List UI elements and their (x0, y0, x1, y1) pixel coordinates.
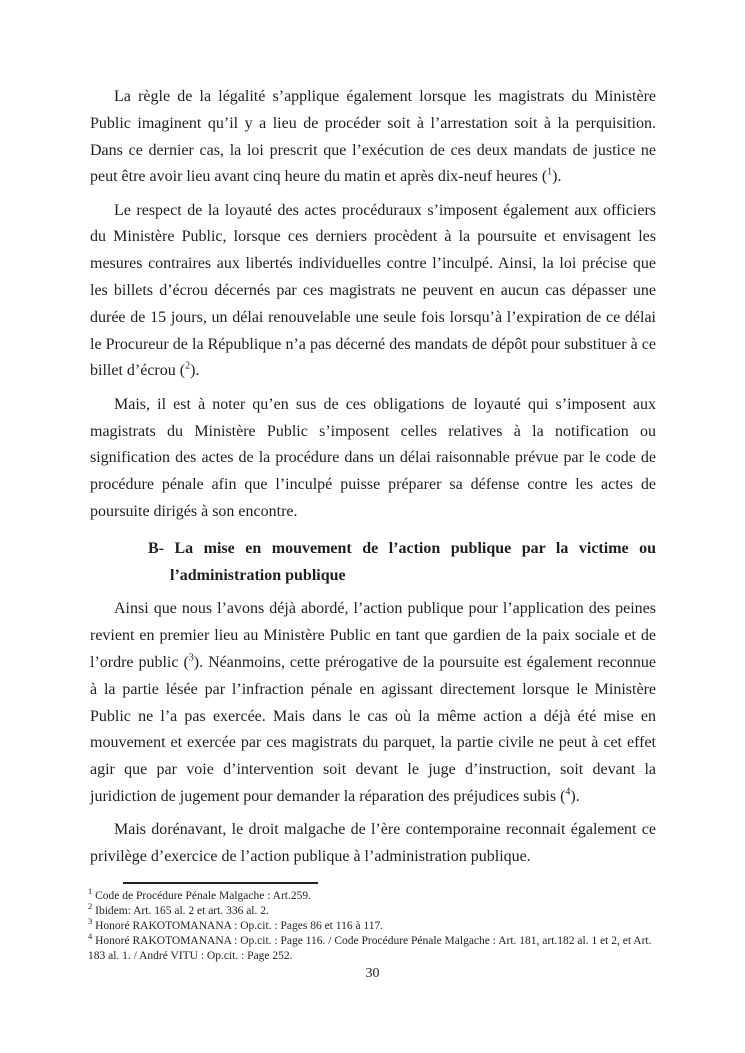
paragraph-4 (90, 596, 656, 810)
footnote-3-text: Honoré RAKOTOMANANA : Op.cit. : Pages 86 et 116 à 117. (95, 920, 384, 932)
paragraph-1 (90, 84, 656, 191)
paragraph-2-end: ). (190, 362, 200, 380)
section-heading-b (90, 536, 656, 590)
paragraph-1-text: La règle de la légalité s’applique également lorsque les magistrats du Ministère Public imaginent qu’il y a lieu de procéder soit à l’arrestation soit à la perquisition. Dans ce dernier cas, la loi prescrit que l’exécution de ces deux mandats de justice ne peut être avoir lieu avant cinq heure du matin et après dix-neuf heures ( (90, 88, 656, 186)
page-content (90, 84, 656, 877)
footnotes-section (88, 882, 658, 964)
footnote-ref-1: 1 (547, 167, 553, 179)
footnote-4 (88, 931, 658, 964)
section-heading-text: La mise en mouvement de l’action publique par la victime ou l’administration publique (170, 539, 657, 584)
section-heading-label: B- (148, 539, 164, 557)
footnote-ref-4: 4 (565, 786, 571, 798)
footnote-3-marker: 3 (88, 916, 93, 927)
paragraph-2 (90, 198, 656, 386)
footnote-2-text: Ibidem: Art. 165 al. 2 et art. 336 al. 2. (95, 905, 269, 917)
footnote-ref-3: 3 (188, 652, 194, 664)
paragraph-5-text: Mais dorénavant, le droit malgache de l’ère contemporaine reconnait également ce privilège d’exercice de l’action publique à l’administration publique. (90, 821, 656, 866)
footnote-3 (88, 916, 658, 934)
footnote-1-marker: 1 (88, 886, 93, 897)
footnote-4-text: Honoré RAKOTOMANANA : Op.cit. : Page 116. / Code Procédure Pénale Malgache : Art. 181, art.182 al. 1 et 2, et Art. 183 al. 1. / André VITU : Op.cit. : Page 252. (88, 935, 652, 962)
footnote-separator (123, 882, 318, 884)
paragraph-2-text: Le respect de la loyauté des actes procéduraux s’imposent également aux officiers du Ministère Public, lorsque ces derniers procèdent à la poursuite et envisagent les mesures contraires aux libertés individuelles contre l’inculpé. Ainsi, la loi précise que les billets d’écrou décernés par ces magistrats ne peuvent en aucun cas dépasser une durée de 15 jours, un délai renouvelable une seule fois lorsqu’à l’expiration de ce délai le Procureur de la République n’a pas décerné des mandats de dépôt pour substituer à ce billet d’écrou ( (90, 201, 656, 380)
paragraph-5 (90, 817, 656, 871)
paragraph-1-end: ). (552, 168, 562, 186)
page-number: 30 (365, 966, 380, 981)
footnote-ref-2: 2 (185, 361, 191, 373)
footnote-2 (88, 901, 658, 919)
paragraph-4-end: ). (570, 787, 580, 805)
footnote-2-marker: 2 (88, 901, 93, 912)
paragraph-4-text-2: ). Néanmoins, cette prérogative de la poursuite est également reconnue à la partie lésée par l’infraction pénale en agissant directement lorsque le Ministère Public ne l’a pas exercée. Mais dans le cas où la même action a déjà été mise en mouvement et exercée par ces magistrats du parquet, la partie civile ne peut à cet effet agir que par voie d’intervention soit devant le juge d’instruction, soit devant la juridiction de jugement pour demander la réparation des préjudices subis ( (90, 653, 657, 805)
footnote-1-text: Code de Procédure Pénale Malgache : Art.259. (95, 890, 312, 902)
paragraph-4-text-1: Ainsi que nous l’avons déjà abordé, l’action publique pour l’application des peines revient en premier lieu au Ministère Public en tant que gardien de la paix sociale et de l’ordre public ( (90, 600, 656, 671)
paragraph-3 (90, 392, 656, 526)
paragraph-3-text: Mais, il est à noter qu’en sus de ces obligations de loyauté qui s’imposent aux magistrats du Ministère Public s’imposent celles relatives à la notification ou signification des actes de la procédure dans un délai raisonnable prévue par le code de procédure pénale afin que l’inculpé puisse préparer sa défense contre les actes de poursuite dirigés à son encontre. (90, 395, 656, 520)
footnote-4-marker: 4 (88, 931, 93, 942)
footnote-1 (88, 886, 658, 904)
